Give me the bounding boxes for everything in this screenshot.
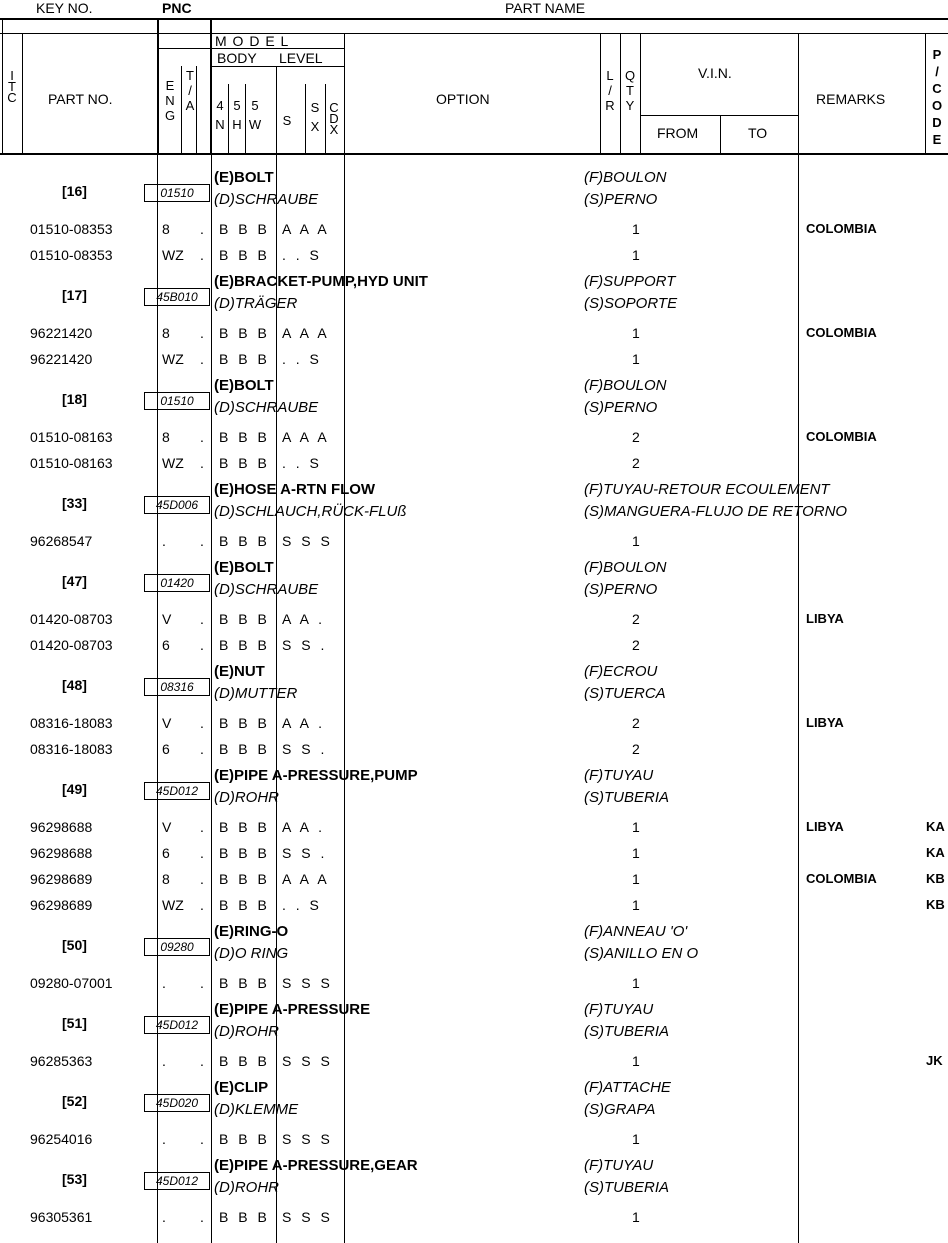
spanish-name: (S)TUERCA [584,685,666,702]
body-codes: B B B [219,455,270,471]
level-codes: . . S [282,351,322,367]
pcode-rule [925,33,926,153]
french-name: (F)ANNEAU 'O' [584,923,688,940]
level-codes: S S S [282,1209,333,1225]
pnc-code: 45D006 [144,496,210,514]
german-name: (D)ROHR [214,1023,279,1040]
spanish-name: (S)GRAPA [584,1101,656,1118]
quantity: 2 [632,741,640,757]
engine-code: . [162,1131,166,1147]
engine-code: 6 [162,845,170,861]
ta-code: . [200,845,204,861]
body-codes: B B B [219,637,270,653]
body-codes: B B B [219,611,270,627]
header-rule-1 [0,33,948,34]
key-number: [18] [62,391,87,407]
english-name: (E)BOLT [214,377,274,394]
pcode-value: JK [926,1053,943,1068]
ta-code: . [200,741,204,757]
quantity: 2 [632,455,640,471]
quantity: 1 [632,351,640,367]
level-codes: . . S [282,247,322,263]
body-codes: B B B [219,221,270,237]
french-name: (F)BOULON [584,377,667,394]
quantity: 1 [632,871,640,887]
body-col-4n: 4 N [215,98,225,132]
french-name: (F)TUYAU [584,1001,654,1018]
german-name: (D)O RING [214,945,289,962]
qty-rule [640,33,641,153]
pnc-code: 45D012 [144,1016,210,1034]
ta-code: . [200,351,204,367]
level-codes: A A . [282,819,326,835]
spanish-name: (S)ANILLO EN O [584,945,699,962]
vin-header: V.I.N. [698,65,732,81]
level-codes: A A A [282,429,330,445]
key-number: [33] [62,495,87,511]
body-codes: B B B [219,325,270,341]
spanish-name: (S)TUBERIA [584,1179,670,1196]
english-name: (E)BOLT [214,559,274,576]
part-no-header: PART NO. [48,91,113,107]
quantity: 1 [632,1209,640,1225]
pnc-code: 45D012 [144,1172,210,1190]
spanish-name: (S)TUBERIA [584,789,670,806]
ta-code: . [200,715,204,731]
german-name: (D)SCHRAUBE [214,191,319,208]
ta-code: . [200,1053,204,1069]
pnc-code: 45B010 [144,288,210,306]
body-rule-remarks [798,153,799,1243]
body-codes: B B B [219,845,270,861]
key-number: [50] [62,937,87,953]
eng-header: E N G [164,78,176,123]
body-codes: B B B [219,819,270,835]
spanish-name: (S)PERNO [584,581,658,598]
key-number: [16] [62,183,87,199]
body-codes: B B B [219,351,270,367]
body-codes: B B B [219,1131,270,1147]
level-codes: S S . [282,741,328,757]
part-number: 96298688 [30,845,93,861]
body-codes: B B B [219,1209,270,1225]
remarks-value: COLOMBIA [806,429,877,444]
option-right-rule [600,33,601,153]
remarks-value: COLOMBIA [806,871,877,886]
engine-code: WZ [162,897,184,913]
key-no-header: KEY NO. [36,0,93,16]
key-number: [47] [62,573,87,589]
eng-rule [181,66,182,153]
part-number: 01420-08703 [30,611,113,627]
french-name: (F)TUYAU-RETOUR ECOULEMENT [584,481,830,498]
part-number: 01420-08703 [30,637,113,653]
ta-code: . [200,247,204,263]
quantity: 1 [632,897,640,913]
level-codes: S S S [282,533,333,549]
quantity: 1 [632,247,640,263]
german-name: (D)SCHLAUCH,RÜCK-FLUß [214,503,407,520]
part-number: 09280-07001 [30,975,113,991]
body-codes: B B B [219,897,270,913]
remarks-value: LIBYA [806,611,844,626]
quantity: 1 [632,325,640,341]
quantity: 2 [632,611,640,627]
option-header: OPTION [436,91,490,107]
level-codes: . . S [282,897,322,913]
engine-code: . [162,1053,166,1069]
part-name-header: PART NAME [505,0,586,16]
part-number: 01510-08163 [30,429,113,445]
spanish-name: (S)SOPORTE [584,295,678,312]
lr-rule [620,33,621,153]
level-col-cdx: C D X [329,100,339,137]
part-number: 96285363 [30,1053,93,1069]
french-name: (F)TUYAU [584,767,654,784]
ta-code: . [200,611,204,627]
level-codes: A A A [282,871,330,887]
pcode-value: KA [926,819,945,834]
level-col-rule-2 [325,84,326,153]
part-number: 96221420 [30,351,93,367]
ta-code: . [200,871,204,887]
level-codes: S S S [282,1053,333,1069]
model-header: M O D E L [215,33,290,49]
pnc-code: 01510 [144,392,210,410]
itc-rule [22,33,23,153]
french-name: (F)TUYAU [584,1157,654,1174]
ta-code: . [200,533,204,549]
vin-from-header: FROM [657,125,699,141]
quantity: 1 [632,1053,640,1069]
level-codes: S S . [282,637,328,653]
key-number: [51] [62,1015,87,1031]
body-col-rule-1 [228,84,229,153]
vin-to-header: TO [748,125,768,141]
english-name: (E)PIPE A-PRESSURE,GEAR [214,1157,418,1174]
level-codes: A A . [282,611,326,627]
pnc-code: 01510 [144,184,210,202]
engine-code: . [162,975,166,991]
french-name: (F)SUPPORT [584,273,676,290]
quantity: 1 [632,975,640,991]
ta-code: . [200,819,204,835]
pnc-code: 08316 [144,678,210,696]
body-codes: B B B [219,871,270,887]
english-name: (E)CLIP [214,1079,269,1096]
engine-code: V [162,715,172,731]
english-name: (E)HOSE A-RTN FLOW [214,481,376,498]
engine-code: 8 [162,325,170,341]
quantity: 2 [632,429,640,445]
engine-code: 6 [162,637,170,653]
key-number: [48] [62,677,87,693]
pnc-code: 45D020 [144,1094,210,1112]
part-number: 01510-08163 [30,455,113,471]
qty-header: Q T Y [624,68,636,113]
body-codes: B B B [219,975,270,991]
body-rule-option [344,153,345,1243]
remarks-value: LIBYA [806,715,844,730]
engine-code: WZ [162,351,184,367]
itc-header: I T C [7,68,17,105]
key-number: [53] [62,1171,87,1187]
german-name: (D)ROHR [214,1179,279,1196]
spanish-name: (S)PERNO [584,191,658,208]
pcode-header: P / C O D E [931,47,943,147]
part-number: 08316-18083 [30,715,113,731]
level-codes: A A A [282,221,330,237]
engine-code: 6 [162,741,170,757]
quantity: 1 [632,819,640,835]
english-name: (E)NUT [214,663,265,680]
part-number: 96221420 [30,325,93,341]
ta-code: . [200,637,204,653]
ta-header: T / A [185,68,195,113]
engine-code: WZ [162,455,184,471]
pnc-header: PNC [162,0,192,16]
ta-code: . [200,1209,204,1225]
german-name: (D)SCHRAUBE [214,399,319,416]
part-number: 96298689 [30,897,93,913]
ta-code: . [200,221,204,237]
ta-code: . [200,897,204,913]
german-name: (D)KLEMME [214,1101,299,1118]
part-number: 96268547 [30,533,93,549]
pnc-code: 01420 [144,574,210,592]
quantity: 1 [632,533,640,549]
engine-code: V [162,819,172,835]
remarks-value: COLOMBIA [806,325,877,340]
body-codes: B B B [219,715,270,731]
quantity: 1 [632,1131,640,1147]
body-codes: B B B [219,533,270,549]
body-codes: B B B [219,1053,270,1069]
spanish-name: (S)PERNO [584,399,658,416]
key-number: [49] [62,781,87,797]
german-name: (D)SCHRAUBE [214,581,319,598]
body-codes: B B B [219,741,270,757]
remarks-header: REMARKS [816,91,886,107]
part-number: 01510-08353 [30,247,113,263]
level-codes: S S . [282,845,328,861]
key-number: [17] [62,287,87,303]
quantity: 2 [632,715,640,731]
option-left-rule [344,33,345,153]
ta-code: . [200,325,204,341]
pnc-code: 45D012 [144,782,210,800]
english-name: (E)RING-O [214,923,289,940]
level-col-s: S [282,113,292,128]
body-codes: B B B [219,429,270,445]
french-name: (F)ATTACHE [584,1079,671,1096]
level-codes: A A . [282,715,326,731]
french-name: (F)BOULON [584,559,667,576]
ta-code: . [200,1131,204,1147]
level-codes: S S S [282,1131,333,1147]
english-name: (E)PIPE A-PRESSURE,PUMP [214,767,418,784]
quantity: 1 [632,845,640,861]
body-col-rule-2 [245,84,246,153]
lr-header: L / R [605,68,615,113]
vin-split-rule [720,115,721,153]
ta-code: . [200,455,204,471]
pcode-value: KA [926,845,945,860]
ta-code: . [200,429,204,445]
french-name: (F)ECROU [584,663,658,680]
remarks-value: COLOMBIA [806,221,877,236]
pnc-code: 09280 [144,938,210,956]
spanish-name: (S)TUBERIA [584,1023,670,1040]
part-number: 96298688 [30,819,93,835]
body-col-5h: 5 H [232,98,242,132]
ta-rule [196,66,197,153]
part-number: 96298689 [30,871,93,887]
body-level-rule [210,66,344,67]
part-number: 96254016 [30,1131,93,1147]
vin-rule [640,115,798,116]
english-name: (E)PIPE A-PRESSURE [214,1001,371,1018]
pcode-value: KB [926,871,945,886]
level-codes: A A A [282,325,330,341]
key-number: [52] [62,1093,87,1109]
engine-code: . [162,533,166,549]
engine-code: 8 [162,871,170,887]
engine-code: 8 [162,221,170,237]
body-rule-model [211,153,212,1243]
engine-code: . [162,1209,166,1225]
part-number: 01510-08353 [30,221,113,237]
level-codes: . . S [282,455,322,471]
spanish-name: (S)MANGUERA-FLUJO DE RETORNO [584,503,848,520]
header-top-rule [0,18,948,20]
quantity: 1 [632,221,640,237]
engine-code: 8 [162,429,170,445]
header-left-rule [2,18,3,153]
body-header: BODY [217,50,257,66]
german-name: (D)TRÄGER [214,295,298,312]
level-header: LEVEL [279,50,323,66]
part-number: 08316-18083 [30,741,113,757]
german-name: (D)MUTTER [214,685,298,702]
body-rule-pnc [157,153,158,1243]
level-col-rule-1 [305,84,306,153]
english-name: (E)BOLT [214,169,274,186]
level-codes: S S S [282,975,333,991]
level-col-sx: S X [310,100,320,134]
german-name: (D)ROHR [214,789,279,806]
quantity: 2 [632,637,640,653]
remarks-left-rule [798,33,799,153]
engine-code: V [162,611,172,627]
pcode-value: KB [926,897,945,912]
body-codes: B B B [219,247,270,263]
french-name: (F)BOULON [584,169,667,186]
ta-code: . [200,975,204,991]
remarks-value: LIBYA [806,819,844,834]
pnc-right-rule [210,18,212,153]
body-level-divider [276,66,277,153]
english-name: (E)BRACKET-PUMP,HYD UNIT [214,273,428,290]
engine-code: WZ [162,247,184,263]
pnc-left-rule [157,18,159,153]
header-bottom-rule [0,153,948,155]
body-col-5w: 5 W [248,98,262,132]
part-number: 96305361 [30,1209,93,1225]
